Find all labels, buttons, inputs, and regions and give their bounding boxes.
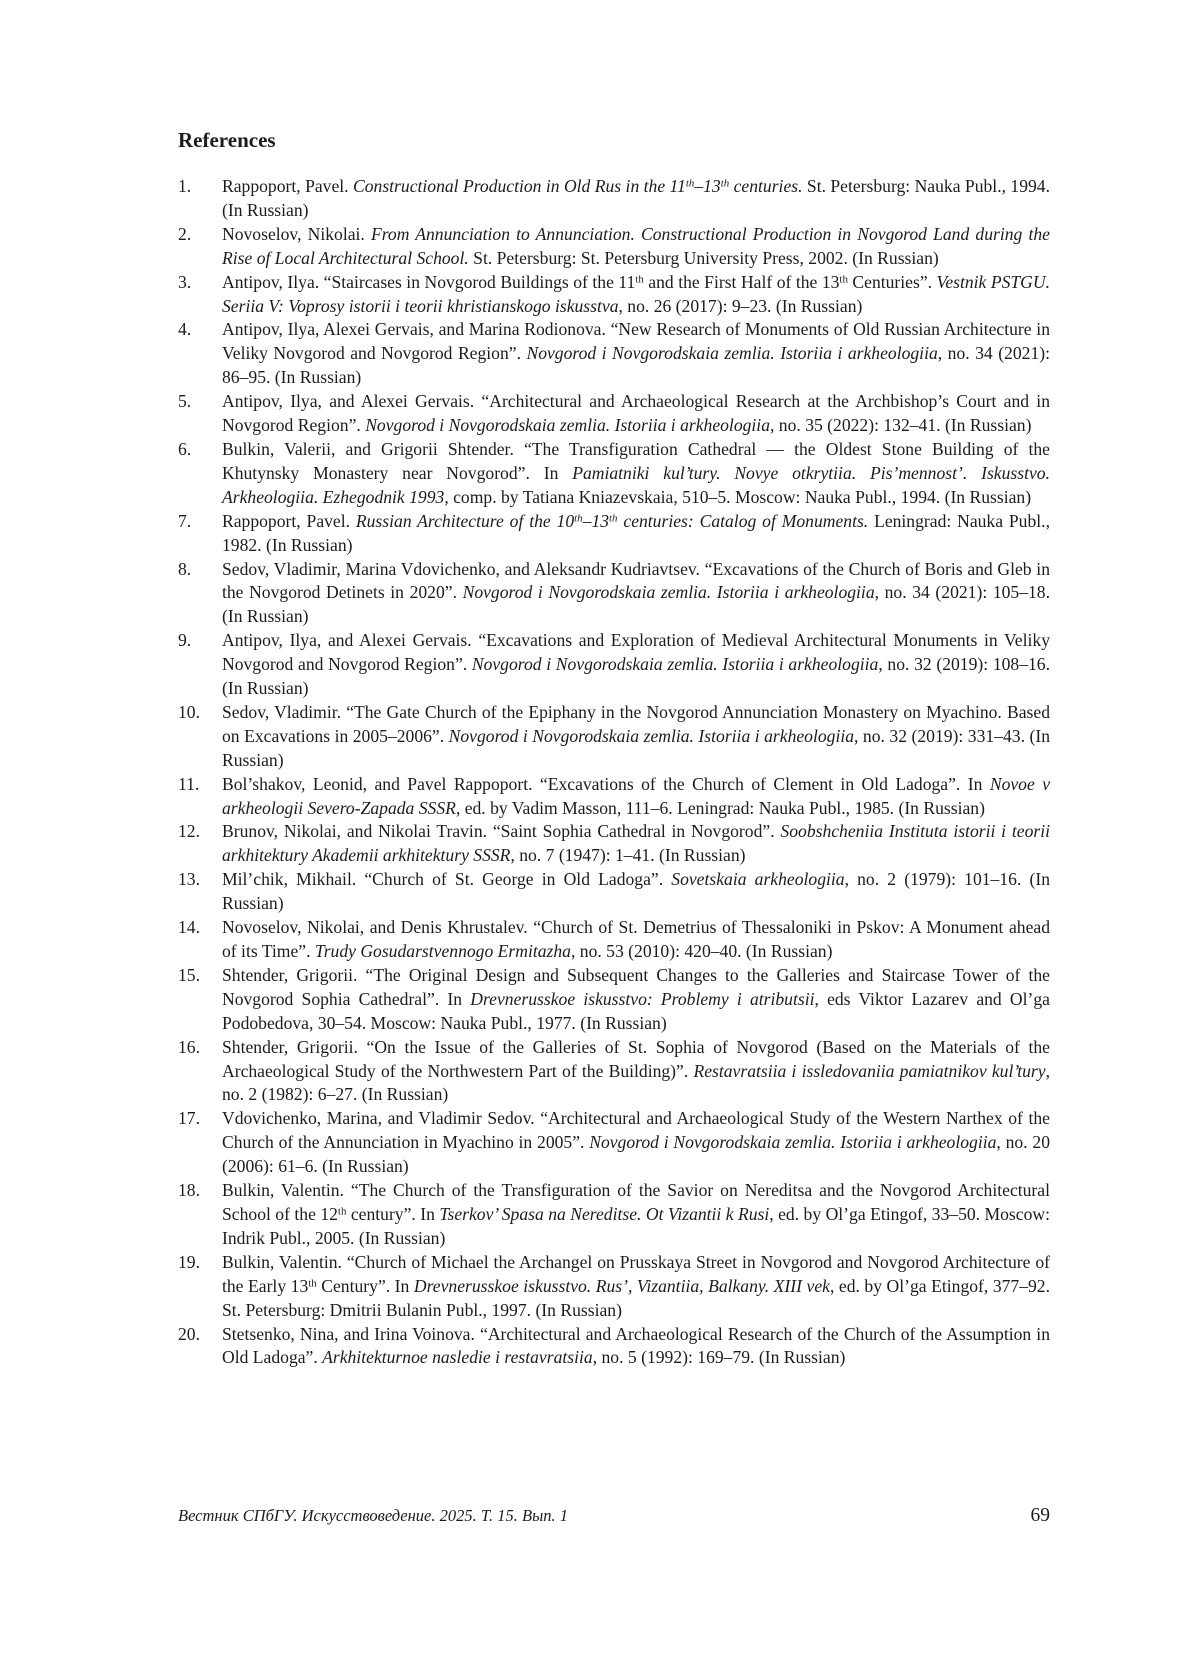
reference-segment: Sedov, Vladimir. “The Gate Church of the Epiphany in the Novgorod Annunciation Monastery on Myachino. Based on Excavations in 2005–2006”. <box>222 701 1050 746</box>
reference-segment: , no. 53 (2010): 420–40. (In Russian) <box>570 941 833 961</box>
reference-item <box>178 510 1050 558</box>
page-number: 69 <box>1030 1505 1050 1526</box>
reference-segment: Antipov, Ilya, and Alexei Gervais. “Excavations and Exploration of Medieval Architectural Monuments in Veliky Novgorod and Novgorod Region”. <box>222 630 1050 675</box>
reference-segment: Rappoport, Pavel. <box>222 510 356 531</box>
reference-title: th <box>720 177 730 190</box>
reference-segment: , no. 26 (2017): 9–23. (In Russian) <box>618 295 863 316</box>
reference-segment: Bulkin, Valentin. “Church of Michael the Archangel on Prusskaya Street in Novgorod and Novgorod Architecture of the Early 13 <box>222 1251 1050 1296</box>
reference-segment: Vdovichenko, Marina, and Vladimir Sedov. “Architectural and Archaeological Study of the Western Narthex of the Church of the Annunciation in Myachino in 2005”. <box>222 1108 1050 1153</box>
reference-item <box>178 1179 1050 1251</box>
reference-number: 10. <box>178 701 200 722</box>
reference-segment: , ed. by Ol’ga Etingof, 377–92. St. Petersburg: Dmitrii Bulanin Publ., 1997. (In Russian) <box>222 1275 1051 1320</box>
reference-item <box>178 438 1050 510</box>
reference-segment: , no. 34 (2021): 86–95. (In Russian) <box>222 343 1050 388</box>
reference-segment: Bulkin, Valerii, and Grigorii Shtender. “The Transfiguration Cathedral — the Oldest Stone Building of the Khutynsky Monastery near Novgorod”. In <box>222 438 1050 483</box>
reference-segment: Stetsenko, Nina, and Irina Voinova. “Architectural and Archaeological Research of the Church of the Assumption in Old Ladoga”. <box>222 1323 1050 1368</box>
reference-text <box>222 510 1050 558</box>
reference-segment: Leningrad: Nauka Publ., 1982. (In Russian) <box>222 510 1050 555</box>
reference-text <box>222 629 1050 701</box>
reference-item <box>178 1036 1050 1108</box>
reference-text <box>222 820 1050 868</box>
reference-segment: , no. 20 (2006): 61–6. (In Russian) <box>222 1132 1050 1177</box>
reference-title: centuries. <box>729 176 803 196</box>
reference-segment: , ed. by Ol’ga Etingof, 33–50. Moscow: Indrik Publ., 2005. (In Russian) <box>222 1203 1050 1248</box>
reference-text <box>222 558 1050 630</box>
reference-text <box>222 1323 1050 1371</box>
reference-segment: Bulkin, Valentin. “The Church of the Transfiguration of the Savior on Nereditsa and the Novgorod Architectural School of the 12 <box>222 1180 1050 1224</box>
reference-item <box>178 558 1050 630</box>
reference-segment: , no. 2 (1979): 101–16. (In Russian) <box>222 869 1051 914</box>
reference-segment: , no. 7 (1947): 1–41. (In Russian) <box>510 845 746 866</box>
reference-title: Novgorod i Novgorodskaia zemlia. Istoriia i arkheologiia <box>589 1132 997 1153</box>
reference-number: 11. <box>178 773 200 794</box>
reference-number: 12. <box>178 821 200 842</box>
reference-number: 20. <box>178 1323 200 1344</box>
reference-text <box>222 175 1050 223</box>
reference-segment: Mil’chik, Mikhail. “Church of St. George in Old Ladoga”. <box>222 869 672 890</box>
reference-title: Tserkov’ Spasa na Nereditse. Ot Vizantii k Rusi <box>439 1203 770 1224</box>
reference-segment: St. Petersburg: Nauka Publ., 1994. (In Russian) <box>222 176 1050 220</box>
reference-text <box>222 390 1050 438</box>
reference-segment: th <box>839 273 848 286</box>
reference-item <box>178 390 1050 438</box>
reference-title: Novgorod i Novgorodskaia zemlia. Istoriia i arkheologiia <box>448 725 855 746</box>
reference-number: 18. <box>178 1180 200 1201</box>
reference-title: Novgorod i Novgorodskaia zemlia. Istoriia i arkheologiia <box>365 415 770 436</box>
reference-text <box>222 916 1050 964</box>
reference-title: Novgorod i Novgorodskaia zemlia. Istoriia i arkheologiia <box>462 582 875 603</box>
reference-title: th <box>574 512 583 525</box>
reference-title: Novgorod i Novgorodskaia zemlia. Istoriia i arkheologiia <box>471 654 879 675</box>
reference-title: Vestnik PSTGU. Seriia V: Voprosy istorii i teorii khristianskogo iskusstva <box>222 271 1050 316</box>
reference-title: th <box>609 512 618 525</box>
reference-title: –13 <box>582 510 610 531</box>
reference-title: Arkhitekturnoe nasledie i restavratsiia <box>322 1347 593 1368</box>
reference-title: Drevnerusskoe iskusstvo: Problemy i atributsii <box>470 988 815 1009</box>
reference-text <box>222 438 1050 510</box>
reference-title: From Annunciation to Annunciation. Constructional Production in Novgorod Land during the Rise of Local Architectural School. <box>222 223 1050 268</box>
reference-number: 14. <box>178 917 200 938</box>
reference-segment: , no. 5 (1992): 169–79. (In Russian) <box>592 1347 846 1368</box>
reference-number: 5. <box>178 391 192 412</box>
reference-text <box>222 1179 1050 1251</box>
reference-segment: Shtender, Grigorii. “The Original Design and Subsequent Changes to the Galleries and Staircase Tower of the Novgorod Sophia Cathedral”. In <box>222 964 1050 1009</box>
reference-item <box>178 701 1050 773</box>
reference-item <box>178 868 1050 916</box>
reference-text <box>222 1251 1050 1323</box>
reference-item <box>178 916 1050 964</box>
reference-segment: Century”. In <box>316 1275 414 1296</box>
reference-number: 8. <box>178 558 192 579</box>
reference-segment: Antipov, Ilya, Alexei Gervais, and Marina Rodionova. “New Research of Monuments of Old Russian Architecture in Veliky Novgorod and Novgorod Region”. <box>222 319 1050 364</box>
reference-segment: Centuries”. <box>847 271 937 292</box>
reference-text <box>222 701 1050 773</box>
reference-segment: th <box>308 1277 317 1290</box>
reference-title: centuries: Catalog of Monuments. <box>617 510 869 531</box>
reference-number: 17. <box>178 1108 200 1129</box>
journal-title: Вестник СПбГУ. Искусствоведение. 2025. Т. 15. Вып. 1 <box>178 1506 569 1525</box>
reference-segment: , eds Viktor Lazarev and Ol’ga Podobedova, 30–54. Moscow: Nauka Publ., 1977. (In Russian) <box>222 988 1050 1033</box>
reference-number: 2. <box>178 223 192 244</box>
reference-segment: Novoselov, Nikolai. <box>222 223 371 244</box>
reference-text <box>222 271 1050 319</box>
reference-segment: , no. 32 (2019): 108–16. (In Russian) <box>222 654 1050 699</box>
reference-title: Restavratsiia i issledovaniia pamiatnikov kul’tury <box>693 1060 1046 1081</box>
reference-number: 4. <box>178 319 192 340</box>
reference-segment: Novoselov, Nikolai, and Denis Khrustalev. “Church of St. Demetrius of Thessaloniki in Pskov: A Monument ahead of its Time”. <box>222 917 1050 961</box>
reference-number: 9. <box>178 630 192 651</box>
reference-segment: Antipov, Ilya. “Staircases in Novgorod Buildings of the 11 <box>222 271 636 292</box>
reference-list <box>178 175 1050 1370</box>
reference-text <box>222 868 1050 916</box>
reference-title: Constructional Production in Old Rus in the 11 <box>352 176 686 196</box>
reference-segment: Bol’shakov, Leonid, and Pavel Rappoport. “Excavations of the Church of Clement in Old Ladoga”. In <box>222 773 990 794</box>
reference-item <box>178 1107 1050 1179</box>
reference-title: Soobshcheniia Instituta istorii i teorii arkhitektury Akademii arkhitektury SSSR <box>222 821 1051 866</box>
reference-title: Drevnerusskoe iskusstvo. Rus’, Vizantiia, Balkany. XIII vek <box>413 1275 830 1296</box>
reference-number: 6. <box>178 438 192 459</box>
reference-number: 16. <box>178 1036 200 1057</box>
reference-number: 13. <box>178 869 200 890</box>
reference-segment: Sedov, Vladimir, Marina Vdovichenko, and Aleksandr Kudriavtsev. “Excavations of the Church of Boris and Gleb in the Novgorod Detinets in 2020”. <box>222 558 1050 603</box>
reference-item <box>178 318 1050 390</box>
reference-item <box>178 820 1050 868</box>
reference-item <box>178 964 1050 1036</box>
reference-text <box>222 1107 1050 1179</box>
reference-text <box>222 1036 1050 1108</box>
reference-segment: , no. 34 (2021): 105–18. (In Russian) <box>222 582 1050 627</box>
reference-title: th <box>685 177 695 190</box>
reference-title: Trudy Gosudarstvennogo Ermitazha <box>314 941 571 961</box>
reference-segment: , no. 35 (2022): 132–41. (In Russian) <box>770 415 1032 436</box>
reference-title: Novgorod i Novgorodskaia zemlia. Istoriia i arkheologiia <box>526 343 938 364</box>
reference-title: –13 <box>694 176 721 196</box>
reference-segment: , comp. by Tatiana Kniazevskaia, 510–5. Moscow: Nauka Publ., 1994. (In Russian) <box>444 486 1032 507</box>
reference-number: 1. <box>178 176 192 196</box>
reference-segment: , ed. by Vadim Masson, 111–6. Leningrad: Nauka Publ., 1985. (In Russian) <box>455 797 985 818</box>
reference-title: Novoe v arkheologii Severo-Zapada SSSR <box>222 773 1051 818</box>
reference-text <box>222 773 1050 821</box>
reference-segment: Shtender, Grigorii. “On the Issue of the Galleries of St. Sophia of Novgorod (Based on the Materials of the Archaeological Study of the Northwestern Part of the Building)”. <box>222 1036 1050 1081</box>
reference-segment: St. Petersburg: St. Petersburg University Press, 2002. (In Russian) <box>468 247 939 268</box>
page-footer <box>178 1505 1050 1527</box>
reference-item <box>178 271 1050 319</box>
reference-segment: Rappoport, Pavel. <box>222 176 353 196</box>
reference-item <box>178 175 1050 223</box>
reference-number: 19. <box>178 1251 200 1272</box>
reference-number: 15. <box>178 964 200 985</box>
reference-segment: and the First Half of the 13 <box>643 271 840 292</box>
reference-segment: , no. 2 (1982): 6–27. (In Russian) <box>222 1060 1050 1105</box>
reference-segment: , no. 32 (2019): 331–43. (In Russian) <box>222 725 1050 770</box>
references-heading: References <box>178 128 276 152</box>
reference-segment: th <box>635 273 644 286</box>
reference-segment: th <box>337 1205 347 1218</box>
reference-item <box>178 1323 1050 1371</box>
reference-segment: century”. In <box>346 1203 440 1224</box>
reference-number: 7. <box>178 510 192 531</box>
reference-item <box>178 629 1050 701</box>
reference-item <box>178 773 1050 821</box>
reference-item <box>178 223 1050 271</box>
reference-number: 3. <box>178 271 192 292</box>
reference-text <box>222 223 1050 271</box>
reference-title: Sovetskaia arkheologiia <box>671 869 845 890</box>
reference-item <box>178 1251 1050 1323</box>
reference-text <box>222 318 1050 390</box>
reference-title: Russian Architecture of the 10 <box>355 510 575 531</box>
reference-segment: Antipov, Ilya, and Alexei Gervais. “Architectural and Archaeological Research at the Archbishop’s Court and in Novgorod Region”. <box>222 391 1050 436</box>
reference-text <box>222 964 1050 1036</box>
reference-title: Pamiatniki kul’tury. Novye otkrytiia. Pis’mennost’. Iskusstvo. Arkheologiia. Ezhegodnik 1993 <box>222 462 1050 507</box>
reference-segment: Brunov, Nikolai, and Nikolai Travin. “Saint Sophia Cathedral in Novgorod”. <box>222 821 781 842</box>
